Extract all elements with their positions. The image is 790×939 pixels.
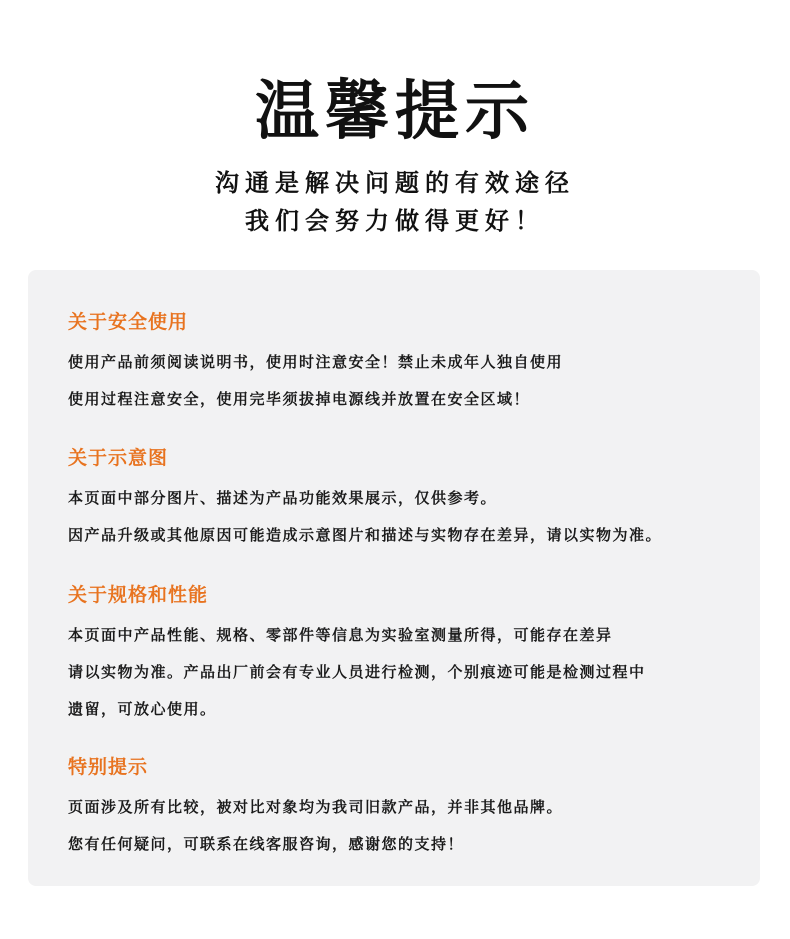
section-line: 本页面中产品性能、规格、零部件等信息为实验室测量所得，可能存在差异 bbox=[68, 626, 613, 644]
section-title: 特别提示 bbox=[68, 756, 149, 778]
notice-panel bbox=[28, 270, 760, 886]
section-line: 遗留，可放心使用。 bbox=[68, 700, 217, 718]
section-line: 您有任何疑问，可联系在线客服咨询，感谢您的支持！ bbox=[68, 835, 465, 853]
subtitle-line-2: 我们会努力做得更好！ bbox=[245, 207, 545, 235]
section-line: 页面涉及所有比较，被对比对象均为我司旧款产品，并非其他品牌。 bbox=[68, 798, 564, 816]
section-safety bbox=[68, 309, 748, 418]
section-title: 关于安全使用 bbox=[68, 311, 189, 333]
section-line: 使用产品前须阅读说明书，使用时注意安全！禁止未成年人独自使用 bbox=[68, 353, 564, 371]
section-body bbox=[68, 789, 748, 863]
section-line: 使用过程注意安全，使用完毕须拔掉电源线并放置在安全区域！ bbox=[68, 390, 531, 408]
section-body bbox=[68, 344, 748, 418]
subtitle-line-1: 沟通是解决问题的有效途径 bbox=[215, 169, 575, 197]
section-line: 因产品升级或其他原因可能造成示意图片和描述与实物存在差异，请以实物为准。 bbox=[68, 526, 663, 544]
section-specs bbox=[68, 582, 748, 728]
section-illustration bbox=[68, 445, 748, 554]
section-body bbox=[68, 480, 748, 554]
page-title: 温馨提示 bbox=[255, 75, 535, 149]
section-line: 请以实物为准。产品出厂前会有专业人员进行检测，个别痕迹可能是检测过程中 bbox=[68, 663, 646, 681]
section-line: 本页面中部分图片、描述为产品功能效果展示，仅供参考。 bbox=[68, 489, 498, 507]
section-body bbox=[68, 617, 748, 728]
section-title: 关于规格和性能 bbox=[68, 584, 209, 606]
section-title: 关于示意图 bbox=[68, 447, 169, 469]
section-special-notice bbox=[68, 754, 748, 863]
